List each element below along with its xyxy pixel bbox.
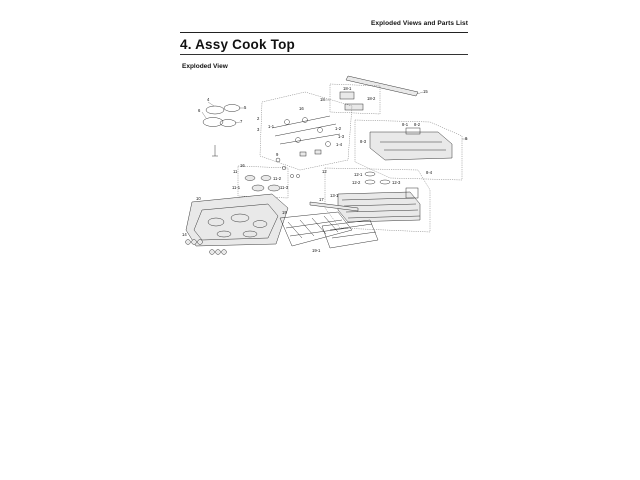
callout-19: 19 <box>282 210 287 215</box>
callout-11: 11 <box>233 169 238 174</box>
bottom-tray <box>325 168 430 232</box>
callout-10: 10 <box>196 196 201 201</box>
cooktop-top-plate <box>186 194 288 246</box>
callout-16-lower: 16 <box>240 163 245 168</box>
callout-11-3: 11-3 <box>280 185 289 190</box>
callout-1-1: 1-1 <box>268 124 275 129</box>
title-divider <box>180 54 468 55</box>
callout-11-1: 11-1 <box>232 185 241 190</box>
electrode-pin <box>212 145 218 156</box>
callout-2: 2 <box>257 116 260 121</box>
callout-9: 9 <box>276 152 279 157</box>
callout-12: 12 <box>322 169 327 174</box>
page-title: 4. Assy Cook Top <box>180 37 295 52</box>
running-head: Exploded Views and Parts List <box>180 20 468 33</box>
callout-5: 5 <box>244 105 247 110</box>
callout-13-1: 13-1 <box>330 193 339 198</box>
cooktop-frame <box>355 120 468 180</box>
exploded-view-diagram <box>180 70 470 272</box>
callout-1-4: 1-4 <box>336 142 343 147</box>
callout-16: 16 <box>299 106 304 111</box>
callout-8: 8 <box>465 136 468 141</box>
burner-caps <box>202 102 244 127</box>
callout-12-3: 12-3 <box>392 180 401 185</box>
callout-8-1: 8-1 <box>402 122 409 127</box>
gas-manifold-assembly <box>260 92 352 170</box>
callout-3: 3 <box>257 127 260 132</box>
callout-12-1: 12-1 <box>354 172 363 177</box>
callout-7: 7 <box>240 119 243 124</box>
callout-6: 6 <box>198 108 201 113</box>
callout-8-2: 8-2 <box>414 122 421 127</box>
exploded-view-heading: Exploded View <box>182 63 228 70</box>
callout-19-1: 19-1 <box>312 248 321 253</box>
callout-12-2: 12-2 <box>352 180 361 185</box>
callout-8-3: 8-3 <box>360 139 367 144</box>
rear-trim-bar <box>346 76 423 96</box>
burner-heads <box>238 158 300 198</box>
callout-18: 18 <box>320 97 325 102</box>
callout-11-2: 11-2 <box>273 176 282 181</box>
callout-15: 15 <box>423 89 428 94</box>
callout-1-2: 1-2 <box>335 126 342 131</box>
callout-14: 14 <box>182 232 187 237</box>
callout-17: 17 <box>319 197 324 202</box>
callout-1-3: 1-3 <box>338 134 345 139</box>
callout-18-1: 18-1 <box>343 86 352 91</box>
callout-18-2: 18-2 <box>367 96 376 101</box>
callout-4: 4 <box>207 97 210 102</box>
callout-8-4: 8-4 <box>426 170 433 175</box>
